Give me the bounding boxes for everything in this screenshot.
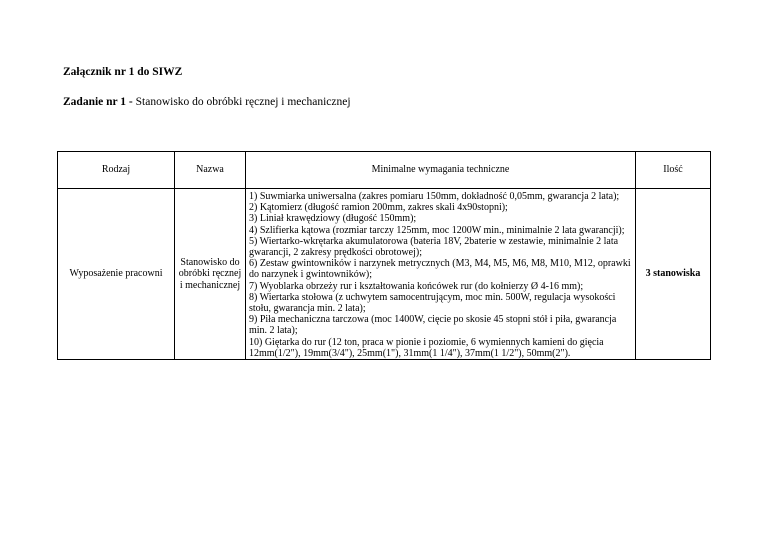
header-name: Nazwa [175, 152, 246, 189]
list-item: 1) Suwmiarka uniwersalna (zakres pomiaru 150mm, dokładność 0,05mm, gwarancja 2 lata); [249, 191, 620, 202]
list-item: 7) Wyoblarka obrzeży rur i kształtowania końcówek rur (do kołnierzy Ø 4-16 mm); [249, 280, 584, 292]
task-heading [63, 96, 351, 108]
requirements-list [249, 191, 632, 359]
header-quantity: Ilość [636, 152, 711, 189]
list-item: 5) Wiertarko-wkrętarka akumulatorowa (bateria 18V, 2baterie w zestawie, minimalnie 2 lata gwarancji, 2 zakresy prędkości obrotowej); [249, 235, 619, 259]
cell-name: Stanowisko do obróbki ręcznej i mechanicznej [175, 189, 246, 360]
cell-kind: Wyposażenie pracowni [58, 189, 175, 360]
header-kind: Rodzaj [58, 152, 175, 189]
table-row [58, 189, 711, 360]
list-item: 2) Kątomierz (długość ramion 200mm, zakres skali 4x90stopni); [249, 202, 508, 214]
list-item: 4) Szlifierka kątowa (rozmiar tarczy 125mm, moc 1200W min., minimalnie 2 lata gwarancji); [249, 224, 625, 236]
list-item: 10) Giętarka do rur (12 ton, praca w pionie i poziomie, 6 wymiennych kamieni do gięcia 12mm(1/2"), 19mm(3/4"), 25mm(1"), 31mm(1 1/4"), 37mm(1 1/2"), 50mm(2"). [249, 336, 604, 359]
header-requirements: Minimalne wymagania techniczne [246, 152, 636, 189]
quantity-value: 3 stanowiska [645, 268, 701, 280]
table-header-row [58, 152, 711, 189]
task-name: Stanowisko do obróbki ręcznej i mechanicznej [135, 96, 351, 108]
list-item: 6) Zestaw gwintowników i narzynek metrycznych (M3, M4, M5, M6, M8, M10, M12, oprawki do narzynek i gwintowników); [249, 258, 631, 281]
requirements-table [57, 151, 711, 360]
cell-quantity [636, 189, 711, 360]
list-item: 9) Piła mechaniczna tarczowa (moc 1400W, cięcie po skosie 45 stopni stół i piła, gwarancja min. 2 lata); [249, 314, 617, 337]
task-number: Zadanie nr 1 - [63, 96, 136, 108]
list-item: 3) Liniał krawędziowy (długość 150mm); [249, 213, 417, 225]
cell-requirements [246, 189, 636, 360]
list-item: 8) Wiertarka stołowa (z uchwytem samocentrującym, moc min. 500W, regulacja wysokości stołu, gwarancja min. 2 lata); [249, 291, 616, 315]
attachment-title: Załącznik nr 1 do SIWZ [63, 66, 183, 78]
